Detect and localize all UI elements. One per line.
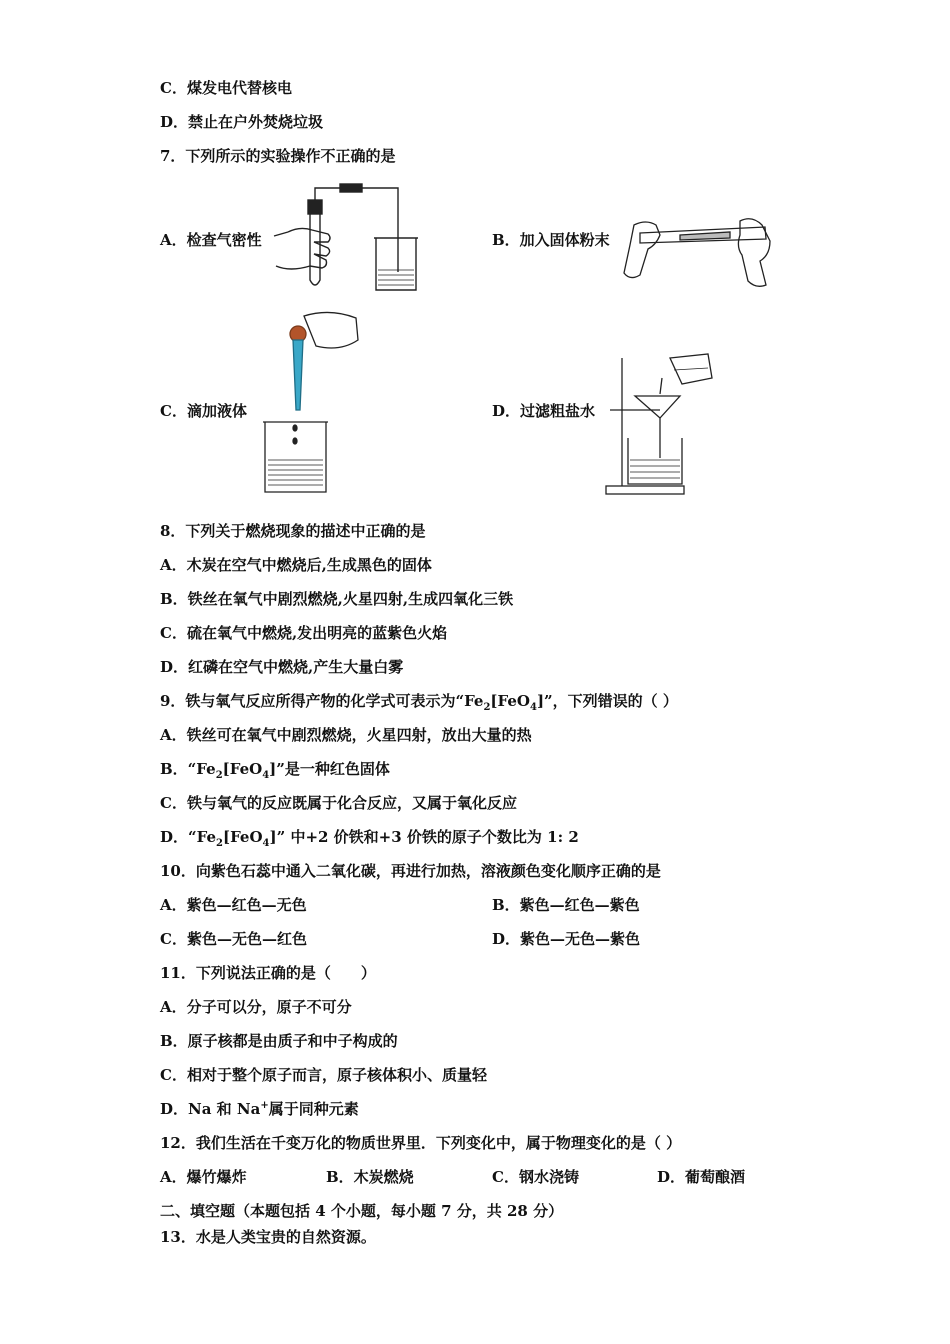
q9-text-2: [FeO [490, 692, 530, 710]
q9-text-3: ]”，下列错误的（ ） [536, 692, 678, 710]
line-q7: 7．下列所示的实验操作不正确的是 [160, 147, 396, 165]
line-q6c: C．煤发电代替核电 [160, 79, 292, 97]
line-q10c: C．紫色—无色—红色 [160, 930, 307, 948]
q9-sub-2: 2 [483, 702, 491, 713]
line-q11c: C．相对于整个原子而言，原子核体积小、质量轻 [160, 1066, 487, 1084]
line-q12: 12．我们生活在千变万化的物质世界里．下列变化中，属于物理变化的是（ ） [160, 1134, 682, 1152]
figure-add-solid-powder [620, 205, 780, 290]
label-q7c: C．滴加液体 [160, 402, 247, 420]
line-q11d [160, 1099, 359, 1119]
label-q7b: B．加入固体粉末 [492, 231, 610, 249]
q9b-text-2: [FeO [222, 760, 263, 778]
line-q12a: A．爆竹爆炸 [160, 1168, 247, 1186]
line-q8a: A．木炭在空气中燃烧后,生成黑色的固体 [160, 556, 432, 574]
line-q10a: A．紫色—红色—无色 [160, 896, 307, 914]
q9d-text-3: ]” 中+2 价铁和+3 价铁的原子个数比为 1: 2 [269, 828, 579, 846]
line-q10b: B．紫色—红色—紫色 [492, 896, 640, 914]
q9d-text-2: [FeO [222, 828, 263, 846]
section-fill-in: 二、填空题（本题包括 4 个小题，每小题 7 分，共 28 分） [160, 1202, 564, 1220]
line-q13: 13．水是人类宝贵的自然资源。 [160, 1228, 376, 1246]
line-q8b: B．铁丝在氧气中剧烈燃烧,火星四射,生成四氧化三铁 [160, 590, 514, 608]
label-q7d: D．过滤粗盐水 [492, 402, 596, 420]
figure-dropping-liquid [260, 310, 360, 495]
label-q7a: A．检查气密性 [160, 231, 262, 249]
q9d-sub-2: 2 [216, 838, 223, 849]
q9b-sub-2: 2 [215, 770, 223, 781]
line-q10d: D．紫色—无色—紫色 [492, 930, 641, 948]
line-q11b: B．原子核都是由质子和中子构成的 [160, 1032, 398, 1050]
line-q9b [160, 759, 390, 779]
line-q11a: A．分子可以分，原子不可分 [160, 998, 352, 1016]
figure-filtering [600, 348, 730, 498]
line-q10: 10．向紫色石蕊中通入二氧化碳，再进行加热，溶液颜色变化顺序正确的是 [160, 862, 661, 880]
q9b-text-3: ]”是一种红色固体 [269, 760, 390, 778]
line-q11: 11．下列说法正确的是（ ） [160, 964, 376, 982]
q9b-text-1: B．“Fe [160, 760, 216, 778]
line-q8d: D．红磷在空气中燃烧,产生大量白雾 [160, 658, 404, 676]
line-q9c: C．铁与氧气的反应既属于化合反应，又属于氧化反应 [160, 794, 517, 812]
line-q12d: D．葡萄酿酒 [657, 1168, 746, 1186]
line-q12b: B．木炭燃烧 [326, 1168, 414, 1186]
line-q12c: C．钢水浇铸 [492, 1168, 579, 1186]
line-q8: 8．下列关于燃烧现象的描述中正确的是 [160, 522, 426, 540]
figure-airtightness-check [270, 180, 430, 295]
q11d-sup: + [260, 1100, 269, 1111]
q9-text-1: 9．铁与氧气反应所得产物的化学式可表示为“Fe [160, 692, 484, 710]
q9d-text-1: D．“Fe [160, 828, 217, 846]
line-q9d [160, 827, 579, 847]
line-q9a: A．铁丝可在氧气中剧烈燃烧，火星四射，放出大量的热 [160, 726, 532, 744]
q9b-sub-4: 4 [262, 770, 270, 781]
q9-sub-4: 4 [529, 702, 537, 713]
line-q6d: D．禁止在户外焚烧垃圾 [160, 113, 324, 131]
q9d-sub-4: 4 [262, 838, 270, 849]
q11d-text-2: 属于同种元素 [268, 1100, 359, 1118]
q11d-text-1: D．Na 和 Na [160, 1100, 261, 1118]
line-q8c: C．硫在氧气中燃烧,发出明亮的蓝紫色火焰 [160, 624, 448, 642]
line-q9 [160, 691, 678, 711]
